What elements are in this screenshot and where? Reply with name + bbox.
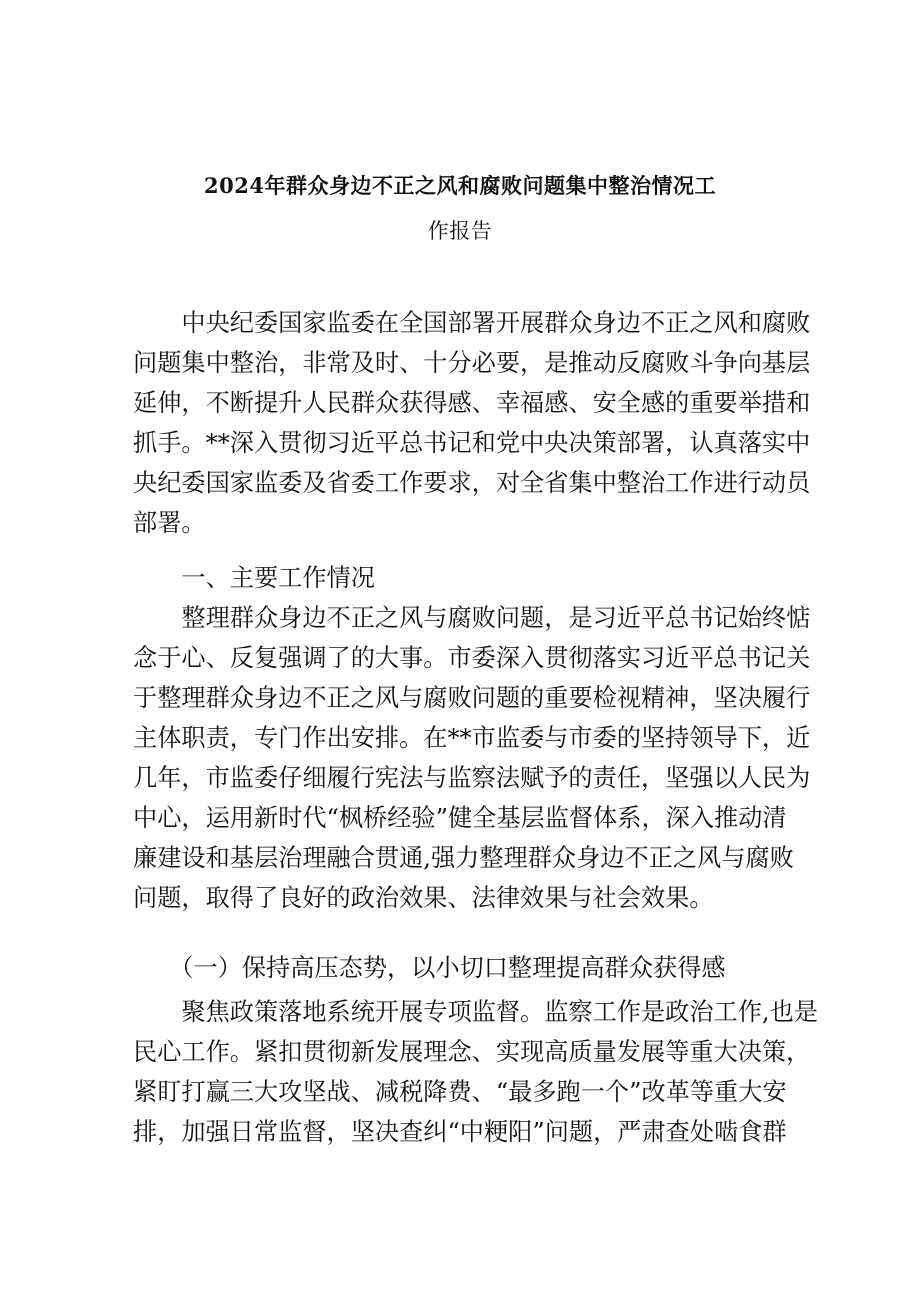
subsection-heading: （一）保持高压态势，以小切口整理提高群众获得感 <box>133 954 726 982</box>
body-line: 念于心、反复强调了的大事。市委深入贯彻落实习近平总书记关 <box>133 644 811 672</box>
body-line: 部署。 <box>133 509 206 537</box>
body-line: 抓手。**深入贯彻习近平总书记和党中央决策部署，认真落实中 <box>133 429 811 457</box>
body-line: 几年，市监委仔细履行宪法与监察法赋予的责任，坚强以人民为 <box>133 764 811 792</box>
body-line: 于整理群众身边不正之风与腐败问题的重要检视精神，坚决履行 <box>133 684 811 712</box>
body-line: 聚焦政策落地系统开展专项监督。监察工作是政治工作,也是 <box>133 998 818 1026</box>
body-line: 主体职责，专门作出安排。在**市监委与市委的坚持领导下，近 <box>133 724 811 752</box>
body-line: 延伸，不断提升人民群众获得感、幸福感、安全感的重要举措和 <box>133 389 811 417</box>
body-line: 央纪委国家监委及省委工作要求，对全省集中整治工作进行动员 <box>133 469 811 497</box>
body-line: 中心，运用新时代“枫桥经验”健全基层监督体系，深入推动清 <box>133 804 787 832</box>
body-line: 问题，取得了良好的政治效果、法律效果与社会效果。 <box>133 884 714 912</box>
body-line: 排，加强日常监督，坚决查纠“中粳阳”问题，严肃查处啮食群 <box>133 1118 787 1146</box>
section-heading: 一、主要工作情况 <box>133 564 375 592</box>
body-line: 廉建设和基层治理融合贯通,强力整理群众身边不正之风与腐败 <box>133 844 794 872</box>
body-line: 民心工作。紧扣贯彻新发展理念、实现高质量发展等重大决策， <box>133 1038 811 1066</box>
body-line: 整理群众身边不正之风与腐败问题，是习近平总书记始终惦 <box>133 604 811 632</box>
document-title-line-1: 2024年群众身边不正之风和腐败问题集中整治情况工 <box>204 173 716 198</box>
document-title-line-2: 作报告 <box>427 219 493 243</box>
body-line: 中央纪委国家监委在全国部署开展群众身边不正之风和腐败 <box>133 309 811 337</box>
body-line: 紧盯打赢三大攻坚战、减税降费、“最多跑一个”改革等重大安 <box>133 1078 787 1106</box>
body-line: 问题集中整治，非常及时、十分必要，是推动反腐败斗争向基层 <box>133 349 811 377</box>
